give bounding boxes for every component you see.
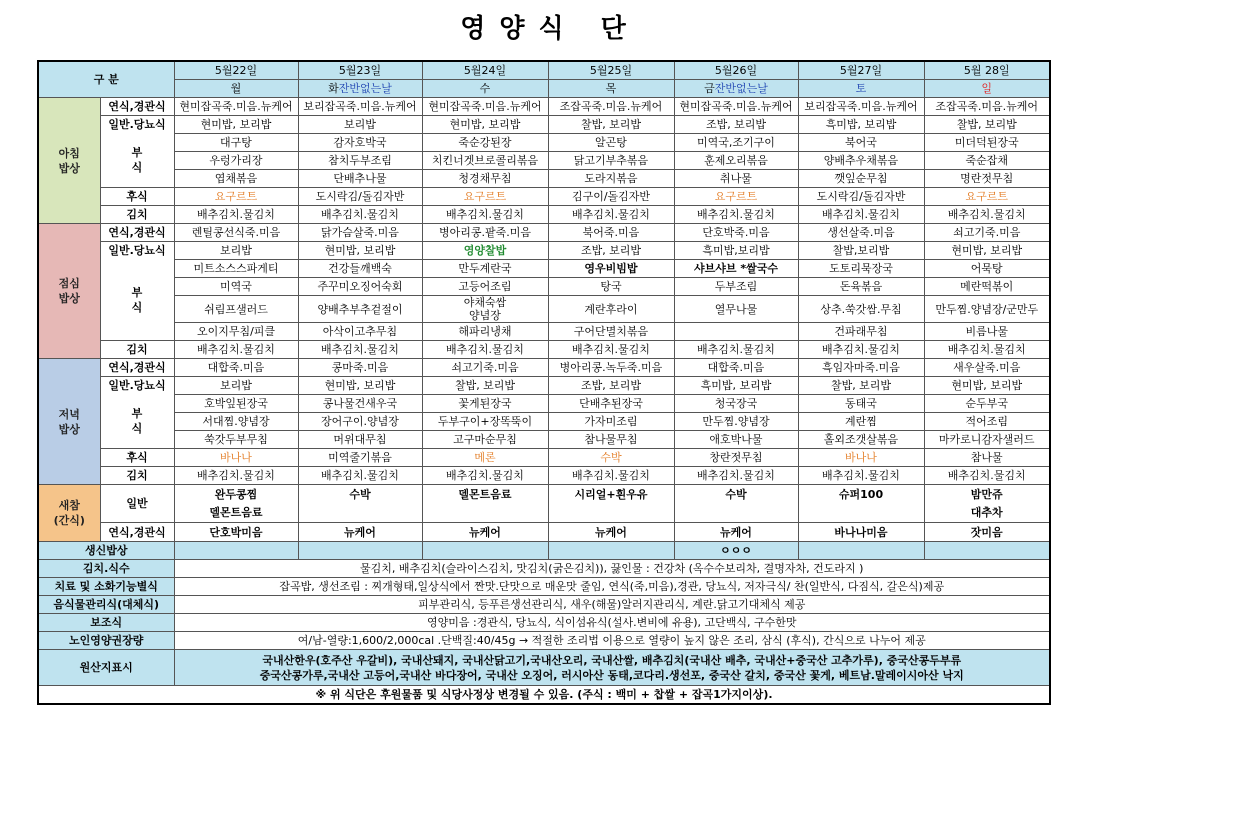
lunch-side1-cell: 건강들깨백숙	[298, 260, 422, 278]
breakfast-side1-cell: 미더덕된장국	[924, 134, 1050, 152]
breakfast-row-label: 후식	[100, 188, 174, 206]
snack-general2-cell	[298, 504, 422, 523]
snack-general1-cell: 밤만쥬	[924, 485, 1050, 504]
lunch-kimchi-cell: 배추김치.물김치	[422, 341, 548, 359]
dinner-dessert-cell: 창란젓무침	[674, 449, 798, 467]
lunch-soft-cell: 단호박죽.미음	[674, 224, 798, 242]
breakfast-dessert-cell: 요구르트	[674, 188, 798, 206]
snack-soft-label: 연식,경관식	[100, 523, 174, 542]
table-row	[38, 650, 1050, 686]
table-row	[38, 296, 1050, 323]
dinner-kimchi-cell: 배추김치.물김치	[298, 467, 422, 485]
table-row	[38, 504, 1050, 523]
dinner-side1-cell: 꽃게된장국	[422, 395, 548, 413]
breakfast-side1-cell: 죽순강된장	[422, 134, 548, 152]
dinner-dessert-cell: 참나물	[924, 449, 1050, 467]
weekday-cell	[298, 80, 422, 98]
info-row-label: 치료 및 소화기능별식	[38, 578, 174, 596]
table-row	[38, 523, 1050, 542]
dinner-kimchi-cell: 배추김치.물김치	[674, 467, 798, 485]
weekday-label: 토	[855, 82, 867, 95]
breakfast-soft-cell: 조잡곡죽.미음.뉴케어	[548, 98, 674, 116]
breakfast-dessert-cell: 요구르트	[924, 188, 1050, 206]
weekday-label: 일	[981, 82, 993, 95]
lunch-side4-cell: 비름나물	[924, 323, 1050, 341]
snack-general1-cell: 슈퍼100	[798, 485, 924, 504]
lunch-rice-cell: 조밥, 보리밥	[548, 242, 674, 260]
lunch-side3-cell: 상추.쑥갓쌈.무침	[798, 296, 924, 323]
table-row	[38, 632, 1050, 650]
dinner-kimchi-cell: 배추김치.물김치	[798, 467, 924, 485]
snack-general1-cell: 수박	[674, 485, 798, 504]
dinner-soft-cell: 쇠고기죽.미음	[422, 359, 548, 377]
breakfast-soft-cell: 현미잡곡죽.미음.뉴케어	[174, 98, 298, 116]
dinner-label: 저녁 밥상	[38, 359, 100, 485]
snack-general2-cell	[422, 504, 548, 523]
dinner-side3-cell: 마카로니감자샐러드	[924, 431, 1050, 449]
dinner-side1-cell: 순두부국	[924, 395, 1050, 413]
breakfast-rice-cell: 찰밥, 보리밥	[548, 116, 674, 134]
origin-label: 원산지표시	[38, 650, 174, 686]
weekday-label: 목	[605, 82, 617, 95]
breakfast-side1-cell: 감자호박국	[298, 134, 422, 152]
date-cell: 5월26일	[674, 61, 798, 80]
dinner-row-label: 연식,경관식	[100, 359, 174, 377]
table-row	[38, 188, 1050, 206]
date-cell: 5월24일	[422, 61, 548, 80]
lunch-rice-cell: 영양찰밥	[422, 242, 548, 260]
weekday-cell	[674, 80, 798, 98]
table-row	[38, 413, 1050, 431]
snack-soft-cell: 뉴케어	[674, 523, 798, 542]
snack-soft-cell: 뉴케어	[298, 523, 422, 542]
dinner-rice-cell: 흑미밥, 보리밥	[674, 377, 798, 395]
dinner-side1-cell: 단배추된장국	[548, 395, 674, 413]
lunch-side3-cell: 쉬림프샐러드	[174, 296, 298, 323]
dinner-side1-cell: 콩나물건새우국	[298, 395, 422, 413]
lunch-side4-cell: 오이지무침/피클	[174, 323, 298, 341]
breakfast-rice-cell: 현미밥, 보리밥	[174, 116, 298, 134]
table-row	[38, 377, 1050, 395]
breakfast-row-label: 부 식	[100, 134, 174, 188]
table-row	[38, 341, 1050, 359]
lunch-kimchi-cell: 배추김치.물김치	[548, 341, 674, 359]
weekday-cell	[924, 80, 1050, 98]
breakfast-kimchi-cell: 배추김치.물김치	[924, 206, 1050, 224]
lunch-soft-cell: 렌틸콩선식죽.미음	[174, 224, 298, 242]
breakfast-soft-cell: 현미잡곡죽.미음.뉴케어	[422, 98, 548, 116]
dinner-rice-cell: 현미밥, 보리밥	[298, 377, 422, 395]
info-row-text: 여/남-열량:1,600/2,000cal .단백질:40/45g → 적절한 조리법 이용으로 열량이 높지 않은 조리, 삼식 (후식), 간식으로 나누어 제공	[174, 632, 1050, 650]
page-title: 영양식 단	[460, 14, 640, 44]
table-row	[38, 542, 1050, 560]
snack-general-label: 일반	[100, 485, 174, 523]
dinner-kimchi-cell: 배추김치.물김치	[174, 467, 298, 485]
birthday-cell	[924, 542, 1050, 560]
lunch-rice-cell: 흑미밥,보리밥	[674, 242, 798, 260]
lunch-side2-cell: 탕국	[548, 278, 674, 296]
breakfast-soft-cell: 조잡곡죽.미음.뉴케어	[924, 98, 1050, 116]
dinner-soft-cell: 대합죽.미음	[174, 359, 298, 377]
lunch-side1-cell: 영우비빔밥	[548, 260, 674, 278]
dinner-soft-cell: 흑임자마죽.미음	[798, 359, 924, 377]
lunch-side4-cell: 구어단멸치볶음	[548, 323, 674, 341]
lunch-rice-cell: 현미밥, 보리밥	[298, 242, 422, 260]
lunch-row-label: 일반.당뇨식	[100, 242, 174, 260]
lunch-rice-cell: 현미밥, 보리밥	[924, 242, 1050, 260]
table-row	[38, 596, 1050, 614]
lunch-kimchi-cell: 배추김치.물김치	[798, 341, 924, 359]
breakfast-label: 아침 밥상	[38, 98, 100, 224]
dinner-rice-cell: 보리밥	[174, 377, 298, 395]
dinner-soft-cell: 콩마죽.미음	[298, 359, 422, 377]
snack-soft-cell: 잣미음	[924, 523, 1050, 542]
dinner-kimchi-cell: 배추김치.물김치	[548, 467, 674, 485]
info-row-text: 영양미음 :경관식, 당뇨식, 식이섬유식(설사.변비에 유용), 고단백식, 구수한맛	[174, 614, 1050, 632]
date-cell: 5월25일	[548, 61, 674, 80]
lunch-side3-cell: 열무나물	[674, 296, 798, 323]
lunch-soft-cell: 병아리콩.팥죽.미음	[422, 224, 548, 242]
table-row	[38, 61, 1050, 80]
info-row-label: 김치.식수	[38, 560, 174, 578]
lunch-rice-cell: 보리밥	[174, 242, 298, 260]
breakfast-kimchi-cell: 배추김치.물김치	[174, 206, 298, 224]
breakfast-dessert-cell: 도시락김/돌김자반	[798, 188, 924, 206]
breakfast-side2-cell: 우렁가리장	[174, 152, 298, 170]
table-row	[38, 206, 1050, 224]
weekly-menu-table	[37, 60, 1051, 705]
breakfast-side3-cell: 단배추나물	[298, 170, 422, 188]
table-row	[38, 578, 1050, 596]
table-row	[38, 323, 1050, 341]
info-row-text: 피부관리식, 등푸른생선관리식, 새우(해물)알러지관리식, 계란.닭고기대체식 제공	[174, 596, 1050, 614]
snack-soft-cell: 뉴케어	[548, 523, 674, 542]
snack-general1-cell: 수박	[298, 485, 422, 504]
lunch-soft-cell: 닭가슴살죽.미음	[298, 224, 422, 242]
info-row-text: 물김치, 배추김치(슬라이스김치, 맛김치(굵은김치)), 끓인물 : 건강차 (옥수수보리차, 결명자차, 건도라지 )	[174, 560, 1050, 578]
lunch-side4-cell: 해파리냉채	[422, 323, 548, 341]
breakfast-side2-cell: 훈제오리볶음	[674, 152, 798, 170]
lunch-side2-cell: 주꾸미오징어숙회	[298, 278, 422, 296]
dinner-side1-cell: 청국장국	[674, 395, 798, 413]
table-row	[38, 431, 1050, 449]
breakfast-dessert-cell: 요구르트	[422, 188, 548, 206]
dinner-rice-cell: 찰밥, 보리밥	[798, 377, 924, 395]
lunch-side3-cell: 계란후라이	[548, 296, 674, 323]
lunch-kimchi-cell: 배추김치.물김치	[674, 341, 798, 359]
table-row	[38, 359, 1050, 377]
breakfast-soft-cell: 보리잡곡죽.미음.뉴케어	[798, 98, 924, 116]
breakfast-row-label: 일반.당뇨식	[100, 116, 174, 134]
snack-general2-cell	[548, 504, 674, 523]
table-row	[38, 278, 1050, 296]
breakfast-side2-cell: 참치두부조림	[298, 152, 422, 170]
weekday-cell	[422, 80, 548, 98]
info-row-label: 보조식	[38, 614, 174, 632]
birthday-cell: ㅇㅇㅇ	[674, 542, 798, 560]
snack-general2-cell	[798, 504, 924, 523]
snack-general1-cell: 완두콩찜	[174, 485, 298, 504]
breakfast-side1-cell: 북어국	[798, 134, 924, 152]
lunch-side1-cell: 미트소스스파게티	[174, 260, 298, 278]
breakfast-soft-cell: 보리잡곡죽.미음.뉴케어	[298, 98, 422, 116]
origin-line: 국내산한우(호주산 우갈비), 국내산돼지, 국내산닭고기,국내산오리, 국내산쌀, 배추김치(국내산 배추, 국내산+중국산 고추가루), 중국산콩두부류	[262, 653, 962, 667]
dinner-side3-cell: 머위대무침	[298, 431, 422, 449]
breakfast-side3-cell: 엽채볶음	[174, 170, 298, 188]
lunch-side2-cell: 두부조림	[674, 278, 798, 296]
breakfast-soft-cell: 현미잡곡죽.미음.뉴케어	[674, 98, 798, 116]
lunch-side3-cell: 만두찜.양념장/군만두	[924, 296, 1050, 323]
breakfast-side3-cell: 도라지볶음	[548, 170, 674, 188]
breakfast-kimchi-cell: 배추김치.물김치	[548, 206, 674, 224]
lunch-side2-cell: 돈육볶음	[798, 278, 924, 296]
table-row	[38, 686, 1050, 705]
breakfast-side1-cell: 미역국,조기구이	[674, 134, 798, 152]
lunch-side4-cell: 건파래무침	[798, 323, 924, 341]
snack-general2-cell: 대추차	[924, 504, 1050, 523]
lunch-side2-cell: 메란떡볶이	[924, 278, 1050, 296]
table-row	[38, 614, 1050, 632]
info-row-label: 음식물관리식(대체식)	[38, 596, 174, 614]
table-row	[38, 170, 1050, 188]
breakfast-side2-cell: 닭고기부추볶음	[548, 152, 674, 170]
lunch-row-label: 김치	[100, 341, 174, 359]
table-row	[38, 224, 1050, 242]
breakfast-side1-cell: 알곤탕	[548, 134, 674, 152]
date-cell: 5월22일	[174, 61, 298, 80]
breakfast-dessert-cell: 도시락김/돌김자반	[298, 188, 422, 206]
lunch-kimchi-cell: 배추김치.물김치	[924, 341, 1050, 359]
lunch-soft-cell: 북어죽.미음	[548, 224, 674, 242]
origin-line: 중국산콩가루,국내산 고등어,국내산 바다장어, 국내산 오징어, 러시아산 동태,코다리.생선포, 중국산 갈치, 중국산 꽃게, 베트남.말레이시아산 낙지	[259, 668, 964, 682]
breakfast-side2-cell: 양배추우채볶음	[798, 152, 924, 170]
dinner-kimchi-cell: 배추김치.물김치	[924, 467, 1050, 485]
breakfast-rice-cell: 찰밥, 보리밥	[924, 116, 1050, 134]
dinner-soft-cell: 병아리콩.녹두죽.미음	[548, 359, 674, 377]
birthday-cell	[422, 542, 548, 560]
dinner-side1-cell: 호박잎된장국	[174, 395, 298, 413]
snack-soft-cell: 바나나미음	[798, 523, 924, 542]
dinner-soft-cell: 대합죽.미음	[674, 359, 798, 377]
weekday-label: 수	[479, 82, 491, 95]
table-row	[38, 560, 1050, 578]
info-row-text: 잡곡밥, 생선조림 : 찌개형태,일상식에서 짠맛.단맛으로 매운맛 줄임, 연식(죽,미음),경관, 당뇨식, 저자극식/ 찬(일반식, 다짐식, 갈은식)제공	[174, 578, 1050, 596]
weekday-cell	[174, 80, 298, 98]
snack-general1-cell: 델몬트음료	[422, 485, 548, 504]
lunch-side3-cell: 야채숙쌈 양념장	[422, 296, 548, 323]
weekday-prefix: 금	[704, 82, 715, 95]
birthday-cell	[298, 542, 422, 560]
lunch-side1-cell: 샤브샤브 *쌀국수	[674, 260, 798, 278]
birthday-cell	[174, 542, 298, 560]
lunch-kimchi-cell: 배추김치.물김치	[298, 341, 422, 359]
dinner-row-label: 김치	[100, 467, 174, 485]
dinner-side2-cell: 장어구이.양념장	[298, 413, 422, 431]
dinner-side3-cell: 홀외조갯살볶음	[798, 431, 924, 449]
dinner-side2-cell: 가자미조림	[548, 413, 674, 431]
weekday-label: 월	[230, 82, 242, 95]
breakfast-kimchi-cell: 배추김치.물김치	[298, 206, 422, 224]
snack-general1-cell: 시리얼+흰우유	[548, 485, 674, 504]
dinner-side3-cell: 애호박나물	[674, 431, 798, 449]
dinner-dessert-cell: 수박	[548, 449, 674, 467]
breakfast-side3-cell: 명란젓무침	[924, 170, 1050, 188]
footnote: ※ 위 식단은 후원물품 및 식당사정상 변경될 수 있음. (주식 : 백미 + 찹쌀 + 잡곡1가지이상).	[38, 686, 1050, 705]
snack-soft-cell: 단호박미음	[174, 523, 298, 542]
date-cell: 5월27일	[798, 61, 924, 80]
dinner-rice-cell: 찰밥, 보리밥	[422, 377, 548, 395]
no-leftover-day-note: 잔반없는날	[338, 82, 392, 95]
dinner-side3-cell: 쑥갓두부무침	[174, 431, 298, 449]
breakfast-side3-cell: 취나물	[674, 170, 798, 188]
dinner-side1-cell: 동태국	[798, 395, 924, 413]
dinner-soft-cell: 새우살죽.미음	[924, 359, 1050, 377]
snack-general2-cell	[674, 504, 798, 523]
dinner-dessert-cell: 바나나	[798, 449, 924, 467]
dinner-dessert-cell: 메론	[422, 449, 548, 467]
lunch-side1-cell: 어묵탕	[924, 260, 1050, 278]
header-label: 구 분	[38, 61, 174, 98]
dinner-kimchi-cell: 배추김치.물김치	[422, 467, 548, 485]
lunch-side1-cell: 만두계란국	[422, 260, 548, 278]
dinner-rice-cell: 현미밥, 보리밥	[924, 377, 1050, 395]
breakfast-side3-cell: 청경채무침	[422, 170, 548, 188]
lunch-row-label: 연식,경관식	[100, 224, 174, 242]
lunch-side2-cell: 미역국	[174, 278, 298, 296]
lunch-side4-cell	[674, 323, 798, 341]
breakfast-dessert-cell: 김구이/돌김자반	[548, 188, 674, 206]
snack-general2-cell: 델몬트음료	[174, 504, 298, 523]
dinner-side2-cell: 적어조림	[924, 413, 1050, 431]
snack-soft-cell: 뉴케어	[422, 523, 548, 542]
snack-label: 새참 (간식)	[38, 485, 100, 542]
lunch-soft-cell: 쇠고기죽.미음	[924, 224, 1050, 242]
table-row	[38, 260, 1050, 278]
breakfast-kimchi-cell: 배추김치.물김치	[674, 206, 798, 224]
table-row	[38, 134, 1050, 152]
origin-text	[174, 650, 1050, 686]
breakfast-kimchi-cell: 배추김치.물김치	[422, 206, 548, 224]
table-row	[38, 116, 1050, 134]
menu-table-wrapper	[37, 60, 1049, 705]
date-cell: 5월23일	[298, 61, 422, 80]
table-row	[38, 485, 1050, 504]
lunch-soft-cell: 생선살죽.미음	[798, 224, 924, 242]
lunch-kimchi-cell: 배추김치.물김치	[174, 341, 298, 359]
table-row	[38, 98, 1050, 116]
table-row	[38, 242, 1050, 260]
breakfast-rice-cell: 흑미밥, 보리밥	[798, 116, 924, 134]
breakfast-side2-cell: 치킨너겟브로콜리볶음	[422, 152, 548, 170]
lunch-side2-cell: 고등어조림	[422, 278, 548, 296]
breakfast-kimchi-cell: 배추김치.물김치	[798, 206, 924, 224]
birthday-cell	[798, 542, 924, 560]
breakfast-row-label: 연식,경관식	[100, 98, 174, 116]
dinner-side2-cell: 서대찜.양념장	[174, 413, 298, 431]
table-row	[38, 152, 1050, 170]
lunch-side3-cell: 양배추부추겉절이	[298, 296, 422, 323]
lunch-label: 점심 밥상	[38, 224, 100, 359]
dinner-side2-cell: 두부구이+장똑뚝이	[422, 413, 548, 431]
table-row	[38, 395, 1050, 413]
lunch-rice-cell: 찰밥,보리밥	[798, 242, 924, 260]
dinner-dessert-cell: 바나나	[174, 449, 298, 467]
dinner-side2-cell: 만두찜.양념장	[674, 413, 798, 431]
breakfast-side2-cell: 죽순잡채	[924, 152, 1050, 170]
weekday-cell	[548, 80, 674, 98]
lunch-side1-cell: 도토리묵장국	[798, 260, 924, 278]
breakfast-rice-cell: 조밥, 보리밥	[674, 116, 798, 134]
dinner-row-label: 후식	[100, 449, 174, 467]
breakfast-dessert-cell: 요구르트	[174, 188, 298, 206]
breakfast-side3-cell: 깻잎순무침	[798, 170, 924, 188]
date-cell: 5월 28일	[924, 61, 1050, 80]
info-row-label: 노인영양권장량	[38, 632, 174, 650]
dinner-row-label: 일반.당뇨식	[100, 377, 174, 395]
lunch-side4-cell: 아삭이고추무침	[298, 323, 422, 341]
dinner-dessert-cell: 미역줄기볶음	[298, 449, 422, 467]
table-row	[38, 449, 1050, 467]
lunch-row-label: 부 식	[100, 260, 174, 341]
breakfast-side1-cell: 대구탕	[174, 134, 298, 152]
dinner-side3-cell: 고구마순무침	[422, 431, 548, 449]
dinner-side3-cell: 참나물무침	[548, 431, 674, 449]
dinner-side2-cell: 계란찜	[798, 413, 924, 431]
breakfast-rice-cell: 보리밥	[298, 116, 422, 134]
weekday-prefix: 화	[328, 82, 339, 95]
weekday-cell	[798, 80, 924, 98]
breakfast-row-label: 김치	[100, 206, 174, 224]
birthday-label: 생신밥상	[38, 542, 174, 560]
no-leftover-day-note: 잔반없는날	[714, 82, 768, 95]
breakfast-rice-cell: 현미밥, 보리밥	[422, 116, 548, 134]
dinner-rice-cell: 조밥, 보리밥	[548, 377, 674, 395]
birthday-cell	[548, 542, 674, 560]
table-row	[38, 80, 1050, 98]
dinner-row-label: 부 식	[100, 395, 174, 449]
table-row	[38, 467, 1050, 485]
